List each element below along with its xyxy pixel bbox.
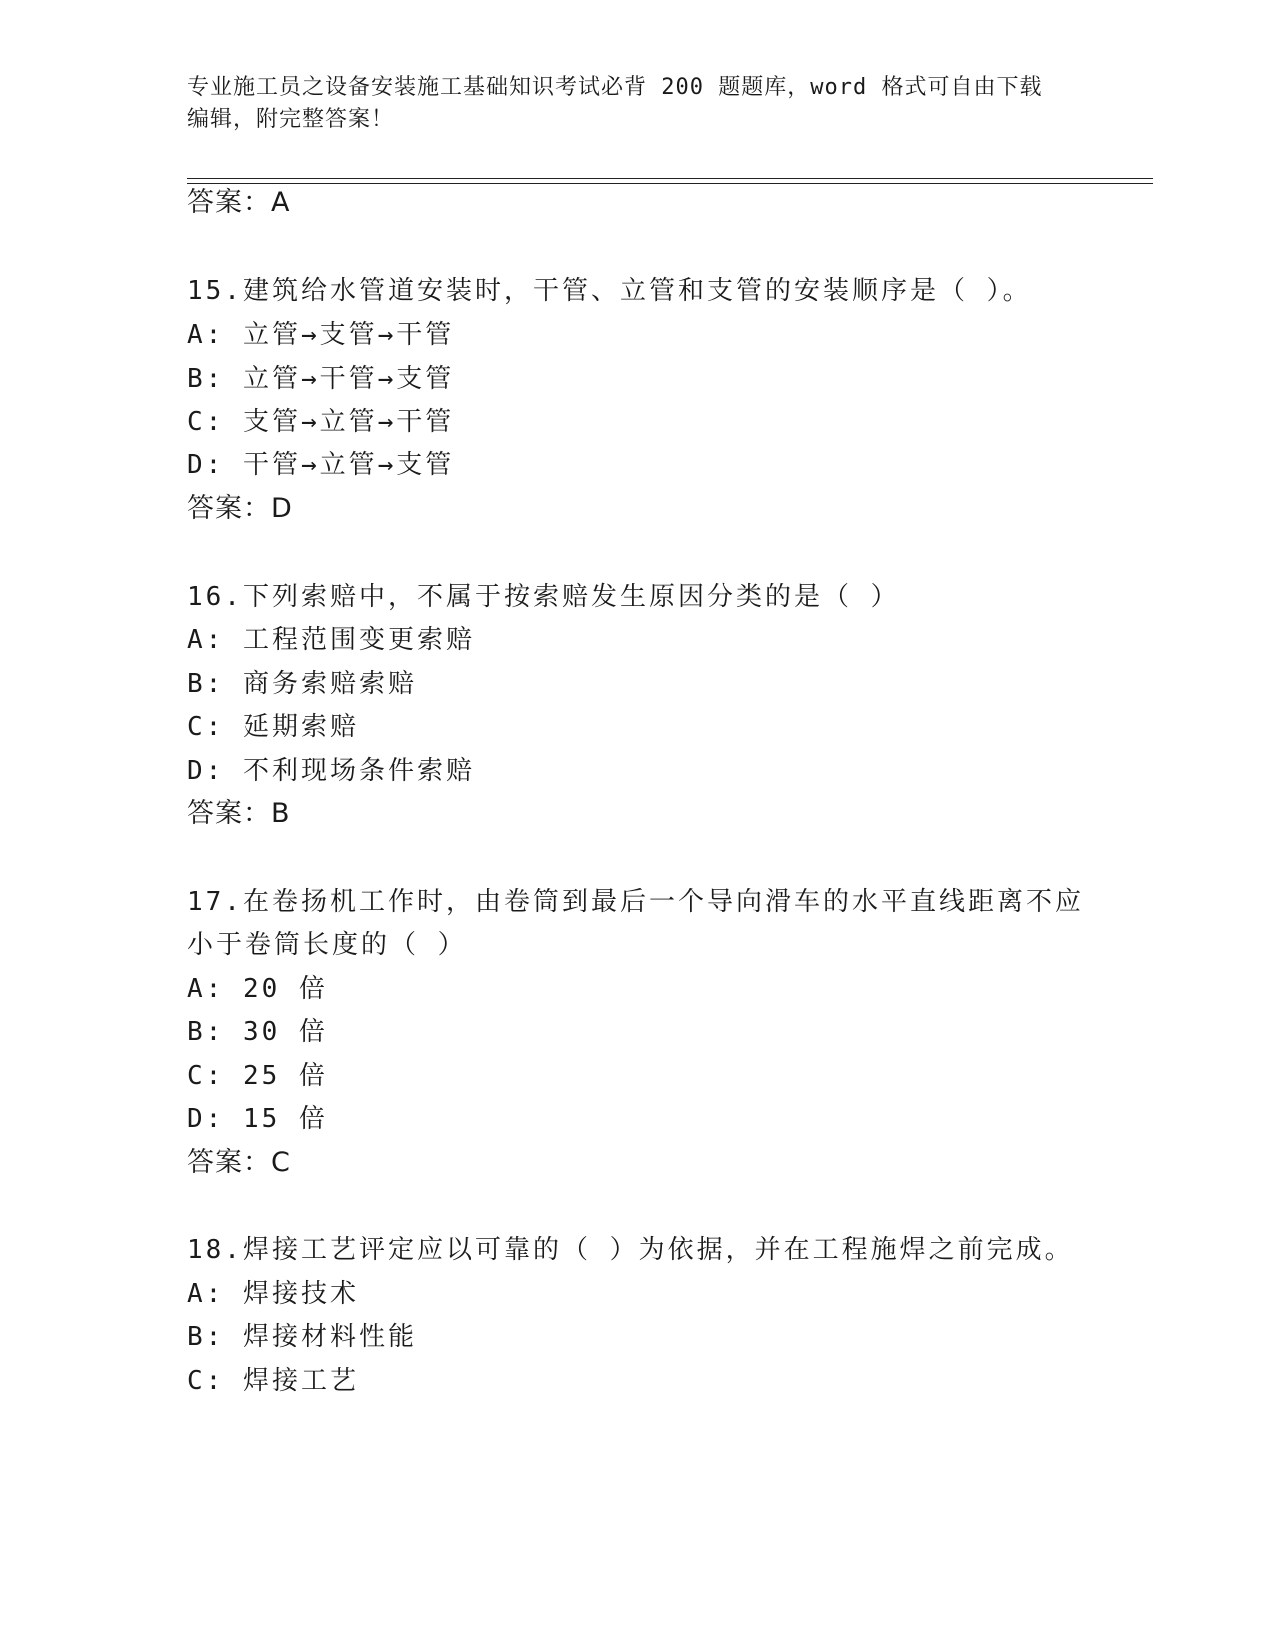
question-15-option-c: C: 支管→立管→干管: [187, 407, 455, 437]
question-16-option-b: B: 商务索赔索赔: [187, 669, 417, 699]
header-title-line-2: 编辑，附完整答案！: [187, 107, 395, 132]
question-15-answer: 答案：D: [187, 493, 293, 524]
question-16-answer: 答案：B: [187, 798, 291, 829]
question-15-stem: 15.建筑给水管道安装时，干管、立管和支管的安装顺序是（ ）。: [187, 276, 1032, 306]
page-header: [187, 72, 1067, 136]
question-17-answer: 答案：C: [187, 1147, 291, 1178]
header-divider-top: [187, 178, 1153, 179]
header-title-line-1: 专业施工员之设备安装施工基础知识考试必背 200 题题库，word 格式可自由下载: [187, 75, 1043, 100]
header-divider-bottom: [187, 183, 1153, 184]
question-17-option-a: A: 20 倍: [187, 974, 328, 1004]
question-15-option-b: B: 立管→干管→支管: [187, 364, 455, 394]
question-16-option-d: D: 不利现场条件索赔: [187, 756, 475, 786]
question-17-option-b: B: 30 倍: [187, 1017, 328, 1047]
question-15-option-d: D: 干管→立管→支管: [187, 450, 455, 480]
question-16-option-c: C: 延期索赔: [187, 712, 359, 742]
answer-line: 答案：A: [187, 187, 291, 218]
question-18-stem: 18.焊接工艺评定应以可靠的（ ）为依据，并在工程施焊之前完成。: [187, 1235, 1074, 1265]
question-17-stem-line-1: 17.在卷扬机工作时，由卷筒到最后一个导向滑车的水平直线距离不应: [187, 887, 1084, 917]
question-17-option-d: D: 15 倍: [187, 1104, 328, 1134]
question-18-option-c: C: 焊接工艺: [187, 1366, 359, 1396]
question-18-option-a: A: 焊接技术: [187, 1279, 359, 1309]
question-16-option-a: A: 工程范围变更索赔: [187, 625, 475, 655]
question-18-option-b: B: 焊接材料性能: [187, 1322, 417, 1352]
question-17-option-c: C: 25 倍: [187, 1061, 328, 1091]
question-17-stem-line-2: 小于卷筒长度的（ ）: [187, 930, 467, 960]
question-15-option-a: A: 立管→支管→干管: [187, 320, 455, 350]
question-16-stem: 16.下列索赔中，不属于按索赔发生原因分类的是（ ）: [187, 582, 900, 612]
